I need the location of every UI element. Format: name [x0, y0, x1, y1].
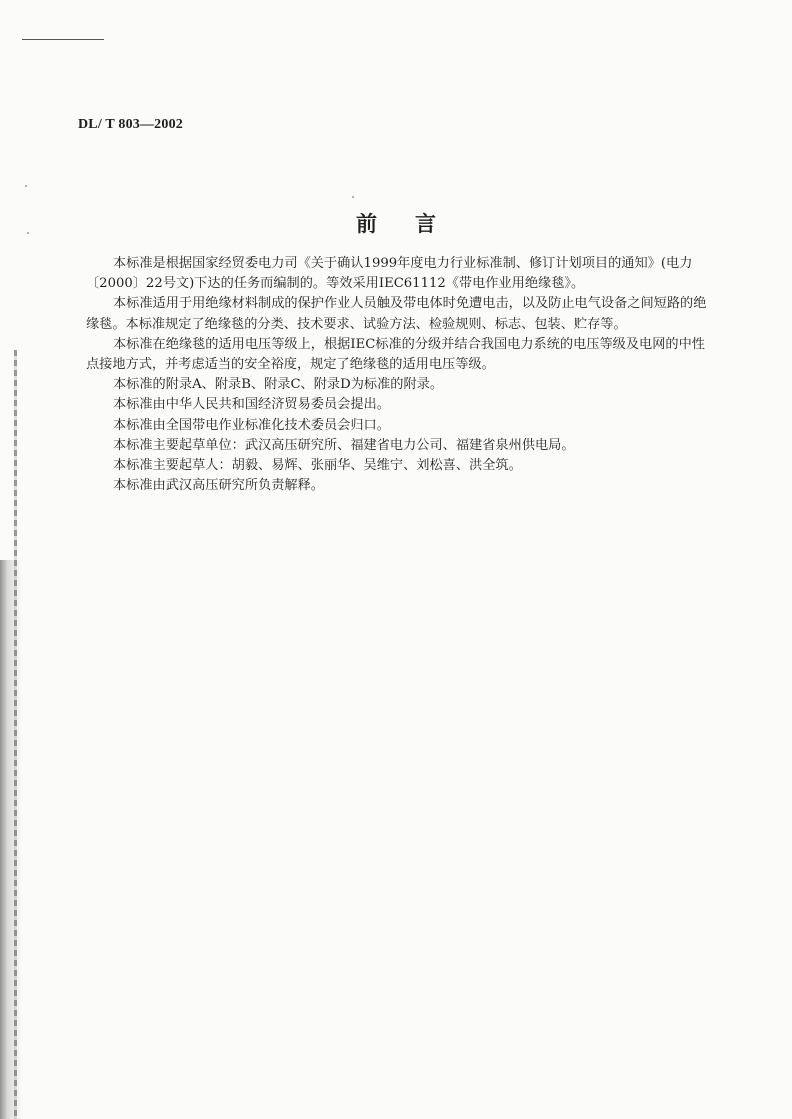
scan-edge-strip: [14, 350, 17, 1119]
paragraph: 本标准由中华人民共和国经济贸易委员会提出。: [113, 397, 390, 413]
paragraph: 本标准的附录A、附录B、附录C、附录D为标准的附录。: [113, 377, 444, 393]
paragraph: 本标准主要起草人：胡毅、易辉、张丽华、吴维宁、刘松喜、洪全筑。: [113, 458, 522, 474]
paragraph: 本标准在绝缘毯的适用电压等级上，根据IEC标准的分级并结合我国电力系统的电压等级及电网的中性点接地方式，并考虑适当的安全裕度，规定了绝缘毯的适用电压等级。: [86, 336, 705, 373]
scan-speck: [25, 185, 27, 187]
document-code: DL/ T 803—2002: [78, 117, 183, 132]
paragraph: 本标准由全国带电作业标准化技术委员会归口。: [113, 417, 390, 433]
foreword-body: [86, 254, 716, 496]
scan-edge-shadow: [0, 560, 22, 1119]
top-rule: [22, 39, 104, 40]
page-title: 前言: [356, 211, 474, 236]
paragraph: 本标准适用于用绝缘材料制成的保护作业人员触及带电体时免遭电击，以及防止电气设备之间短路的绝缘毯。本标准规定了绝缘毯的分类、技术要求、试验方法、检验规则、标志、包装、贮存等。: [86, 296, 707, 332]
paragraph: 本标准主要起草单位：武汉高压研究所、福建省电力公司、福建省泉州供电局。: [113, 437, 575, 453]
scan-speck: [352, 196, 354, 198]
paragraph: 本标准由武汉高压研究所负责解释。: [113, 478, 324, 494]
paragraph: 本标准是根据国家经贸委电力司《关于确认1999年度电力行业标准制、修订计划项目的通知》(电力〔2000〕22号文)下达的任务而编制的。等效采用IEC61112《带电作业用绝缘毯》。: [86, 256, 693, 292]
